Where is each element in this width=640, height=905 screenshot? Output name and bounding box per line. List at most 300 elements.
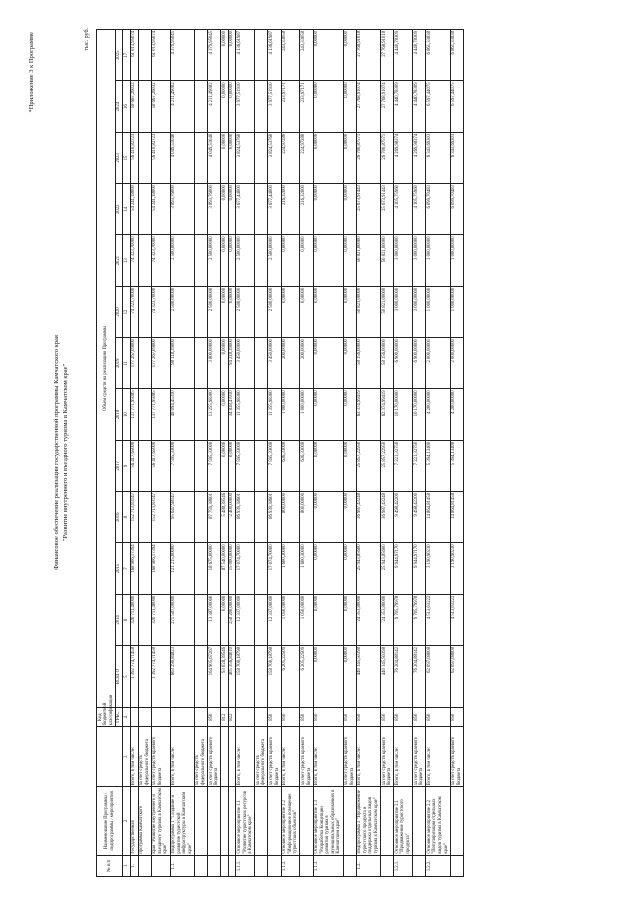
row-value: 4 440,78309 (394, 81, 413, 132)
row-number (268, 855, 281, 876)
row-value: 1 000,00000 (426, 286, 450, 337)
row-value: 216,32000 (300, 184, 313, 235)
row-value: 1 600,30000 (300, 543, 313, 594)
row-value: 94 318,39000 (228, 338, 236, 389)
row-value: 636,33000 (281, 440, 300, 491)
row-value: 50 821,00000 (356, 235, 380, 286)
column-index-cell: 9 (123, 440, 131, 491)
row-funding-source: Всего, в том числе: (281, 727, 300, 787)
row-value: 440 145,50398 (356, 646, 380, 708)
row-value: 0,00000 (221, 594, 229, 645)
row-value: 14 864,81458 (450, 492, 463, 543)
row-value: 5 394,13400 (426, 440, 450, 491)
row-value: 4 269,98374 (394, 132, 413, 183)
row-value: 6 900,00000 (413, 338, 426, 389)
table-row (130, 30, 138, 877)
row-value: 12 337,00000 (268, 594, 281, 645)
row-name: Основное мероприятие 1.3 "Разработка Концепции развития туризма в муниципальных образованиях в Камчатском крае" (313, 787, 343, 855)
row-funding-source: Всего, в том числе: (356, 727, 380, 787)
table-row (381, 30, 394, 877)
table-row (450, 30, 463, 877)
row-value: 0,00000 (281, 286, 300, 337)
row-grbs (170, 708, 194, 727)
row-value: 56 410,82723 (151, 132, 170, 183)
row-value: 0,00000 (343, 132, 356, 183)
row-funding-source: за счет средств федерального бюджета (138, 727, 151, 787)
row-value: 636,33000 (300, 440, 313, 491)
row-number (255, 855, 268, 876)
row-value: 164 905,67267 (208, 646, 221, 708)
row-value: 168 906,17394 (151, 543, 170, 594)
header-year: 2020 (115, 286, 123, 337)
row-value: 0,00000 (221, 184, 229, 235)
row-value: 9 498,42200 (413, 492, 426, 543)
row-name: края "Развитие внутреннего и въездного туризма в Камчатском крае" (152, 788, 169, 854)
row-value: 137 771,95085 (151, 389, 170, 440)
row-value (194, 543, 207, 594)
row-funding-source: Всего, в том числе: (313, 727, 343, 787)
row-value (138, 646, 151, 708)
row-value: 3 000,00000 (394, 286, 413, 337)
row-value: 61 013,95074 (151, 30, 170, 81)
row-value: 24 353,80000 (356, 594, 380, 645)
row-value: 800,00000 (300, 492, 313, 543)
column-index-cell: 14 (123, 184, 131, 235)
row-value: 74 323,70000 (151, 286, 170, 337)
row-value (255, 440, 268, 491)
row-value: 0,00000 (343, 440, 356, 491)
row-value: 0,00000 (343, 30, 356, 81)
row-value: 4 136,61987 (236, 30, 255, 81)
row-value: 152 713,83147 (130, 492, 138, 543)
column-index-cell: 8 (123, 492, 131, 543)
row-grbs (130, 708, 138, 727)
row-grbs: 850 (413, 708, 426, 727)
row-value (255, 184, 268, 235)
row-value: 9 705,79978 (413, 594, 426, 645)
row-name (194, 787, 207, 855)
row-value (194, 184, 207, 235)
row-value: 2 500,00000 (170, 286, 194, 337)
column-index-cell: 17 (123, 30, 131, 81)
row-value: 137 771,95085 (130, 389, 138, 440)
column-index-cell: 3 (123, 727, 131, 787)
column-index-cell: 7 (123, 543, 131, 594)
table-row (268, 30, 281, 877)
row-value: 11 355,98300 (236, 389, 255, 440)
row-value: 1 392 774,71458 (130, 646, 138, 708)
row-value (194, 440, 207, 491)
row-value: 177 267,09000 (130, 338, 138, 389)
row-value: 233,97171 (300, 81, 313, 132)
row-value: 152 713,83147 (151, 492, 170, 543)
row-grbs (255, 708, 268, 727)
row-value: 440 145,50398 (381, 646, 394, 708)
row-funding-source: Всего, в том числе: (394, 727, 413, 787)
row-value: 26 700,87571 (381, 132, 394, 183)
row-value: 27 768,91074 (381, 81, 394, 132)
title-line-2: "Развитие внутреннего и въездного туризма в Камчатском крае" (62, 363, 69, 542)
row-number (228, 855, 236, 876)
table-row (208, 30, 221, 877)
row-value: 25 857,22950 (356, 440, 380, 491)
row-value: 2 500,00000 (236, 235, 255, 286)
row-name (228, 787, 236, 855)
row-value: 5 488,39546 (221, 492, 229, 543)
row-value: 4 200,00000 (426, 389, 450, 440)
row-value: 0,00000 (343, 646, 356, 708)
unit-label: тыс. руб. (84, 28, 90, 51)
row-name: Государственная (130, 787, 138, 855)
row-value (138, 81, 151, 132)
row-value: 0,00000 (313, 492, 343, 543)
row-value: 4 440,78309 (413, 81, 426, 132)
row-value: 4 269,98374 (413, 132, 426, 183)
row-value (255, 286, 268, 337)
row-number: 1.1. (170, 855, 194, 876)
row-value: 4 513,03222 (450, 594, 463, 645)
row-value: 271 587,00000 (170, 594, 194, 645)
row-number (381, 855, 394, 876)
row-grbs: 850 (281, 708, 300, 727)
row-value: 36 987,43248 (356, 492, 380, 543)
header-year: 2017 (115, 440, 123, 491)
row-value: 4 379,95045 (170, 30, 194, 81)
row-grbs (151, 708, 170, 727)
row-value: 2 500,00000 (208, 286, 221, 337)
row-value: 6 597,44075 (450, 81, 463, 132)
row-value: 3 800,00000 (208, 338, 221, 389)
row-value: 3 190,90230 (450, 543, 463, 594)
row-value: 0,00000 (313, 338, 343, 389)
row-grbs: 822 (228, 708, 236, 727)
row-number (151, 855, 170, 876)
row-name (381, 787, 394, 855)
row-value: 0,00000 (313, 646, 343, 708)
row-value: 27 768,91074 (356, 81, 380, 132)
row-value: 25 943,85600 (381, 543, 394, 594)
row-value: 0,00000 (300, 286, 313, 337)
row-value: 13 387,00000 (208, 594, 221, 645)
row-value (138, 594, 151, 645)
row-value: 2 000,00000 (426, 338, 450, 389)
row-value: 86 939,38601 (236, 492, 255, 543)
row-name (208, 787, 221, 855)
row-value: 62 097,08008 (450, 646, 463, 708)
row-value (255, 81, 268, 132)
row-value: 6 099,70483 (450, 184, 463, 235)
row-value (138, 492, 151, 543)
row-funding-source (228, 727, 236, 787)
row-value: 2 500,00000 (236, 286, 255, 337)
row-value: 93 028,39546 (221, 646, 229, 708)
row-value: 58 156,00000 (356, 338, 380, 389)
row-value: 7 595,33000 (268, 440, 281, 491)
row-value (138, 132, 151, 183)
row-name (450, 787, 463, 855)
row-name: Основное мероприятие 1.2 "Информационное освещение туристских объектов" (281, 787, 300, 855)
row-value: 6 861,33838 (426, 30, 450, 81)
row-grbs: 850 (356, 708, 380, 727)
row-value: 74 323,70000 (151, 235, 170, 286)
header-total: ВСЕГО (115, 646, 123, 708)
row-value: 0,00000 (228, 81, 236, 132)
row-value: 4 105,75960 (413, 184, 426, 235)
column-index-cell: 4 (123, 708, 131, 727)
row-name (300, 787, 313, 855)
row-value: 76 204,88142 (413, 646, 426, 708)
column-index-cell: 16 (123, 81, 131, 132)
row-value: 0,00000 (343, 184, 356, 235)
row-number (413, 855, 426, 876)
row-funding-source: Всего, в том числе: (426, 727, 450, 787)
row-value: 7 595,33000 (170, 440, 194, 491)
row-value: 3 977,51910 (236, 81, 255, 132)
row-value (194, 646, 207, 708)
row-value: 3 450,00000 (268, 338, 281, 389)
row-value: 10 170,00000 (394, 389, 413, 440)
row-grbs: 850 (208, 708, 221, 727)
row-value: 62 374,99419 (356, 389, 380, 440)
row-value (138, 389, 151, 440)
table-row (170, 30, 194, 877)
row-value: 0,00000 (228, 286, 236, 337)
row-number: 1.1.1. (236, 855, 255, 876)
row-value: 54 241,18000 (151, 184, 170, 235)
row-value: 6 861,33838 (450, 30, 463, 81)
row-value: 2 400,00000 (228, 492, 236, 543)
row-value (194, 30, 207, 81)
row-value (255, 30, 268, 81)
table-row (300, 30, 313, 877)
row-value: 7 221,32750 (394, 440, 413, 491)
header-year: 2014 (115, 594, 123, 645)
row-number (343, 855, 356, 876)
row-value: 1 000,00000 (426, 235, 450, 286)
header-year: 2015 (115, 543, 123, 594)
table-row (281, 30, 300, 877)
column-index-cell: 5 (123, 646, 131, 708)
row-value (138, 440, 151, 491)
row-value: 0,00000 (313, 594, 343, 645)
header-year: 2019 (115, 338, 123, 389)
row-name: Основное мероприятие 1.1 "Развитие туристских ресурсов в Камчатском крае" (236, 787, 255, 855)
row-value: 3 190,90230 (426, 543, 450, 594)
row-value: 320 711,40000 (151, 594, 170, 645)
row-name (255, 787, 268, 855)
row-value: 0,00000 (281, 235, 300, 286)
row-value: 9 705,79978 (394, 594, 413, 645)
row-value: 11 355,98300 (268, 389, 281, 440)
row-grbs (236, 708, 255, 727)
row-value: 87 759,38601 (208, 492, 221, 543)
row-value (255, 646, 268, 708)
row-grbs: 850 (450, 708, 463, 727)
row-value: 12 337,00000 (236, 594, 255, 645)
row-value: 9 944,97170 (394, 543, 413, 594)
row-value: 76 204,88142 (394, 646, 413, 708)
row-funding-source: за счет средств краевого бюджета (151, 727, 170, 787)
row-value (138, 338, 151, 389)
row-name: Основное мероприятие 2.2 "Популяризация отдельных видов туризма в Камчатском крае" (426, 787, 450, 855)
row-value: 26 700,87571 (356, 132, 380, 183)
row-number (300, 855, 313, 876)
row-value: 4 105,75960 (394, 184, 413, 235)
row-number (221, 855, 229, 876)
row-value: 2 500,00000 (268, 286, 281, 337)
row-value: 663 290,84823 (170, 646, 194, 708)
row-value (194, 492, 207, 543)
row-value: 6 205,22509 (300, 646, 313, 708)
row-value: 50 821,00000 (356, 286, 380, 337)
row-value: 56 417,65000 (130, 440, 138, 491)
row-funding-source: за счет средств краевого бюджета (450, 727, 463, 787)
row-value: 200,00000 (281, 338, 300, 389)
row-value: 25 943,85600 (356, 543, 380, 594)
header-year: 2022 (115, 184, 123, 235)
row-value (194, 286, 207, 337)
row-value (194, 389, 207, 440)
row-value: 0,00000 (313, 30, 343, 81)
row-value: 87 540,00000 (221, 543, 229, 594)
row-value (255, 492, 268, 543)
row-value: 224,97280 (300, 132, 313, 183)
row-value: 0,00000 (313, 235, 343, 286)
header-grbs: ГРБС (115, 708, 123, 727)
row-value: 0,00000 (313, 543, 343, 594)
row-value: 177 267,09000 (151, 338, 170, 389)
row-value: 0,00000 (228, 184, 236, 235)
row-value: 17 074,70000 (236, 543, 255, 594)
column-index-row (123, 30, 131, 877)
row-number: 1.2.2. (426, 855, 450, 876)
row-value: 86 939,38601 (268, 492, 281, 543)
row-value (194, 594, 207, 645)
row-funding-source: за счет средств краевого бюджета (208, 727, 221, 787)
row-value: 3 977,51910 (268, 81, 281, 132)
table-row (194, 30, 207, 877)
row-funding-source: Всего, в том числе: (170, 727, 194, 787)
row-value: 10 170,00000 (413, 389, 426, 440)
row-value: 0,00000 (313, 286, 343, 337)
row-value: 0,00000 (300, 235, 313, 286)
table-row (426, 30, 450, 877)
appendix-note: *Приложение 3 к Программе (28, 32, 35, 113)
row-value: 4 513,03222 (426, 594, 450, 645)
row-funding-source: за счет средств краевого бюджета (343, 727, 356, 787)
funding-table (96, 29, 464, 877)
column-index-cell: 12 (123, 286, 131, 337)
row-value: 25 857,22950 (381, 440, 394, 491)
row-value: 3 677,44000 (268, 184, 281, 235)
row-value: 4 049,51040 (170, 132, 194, 183)
row-funding-source: за счет средств краевого бюджета (268, 727, 281, 787)
row-value: 4 211,49082 (208, 81, 221, 132)
row-value: 74 323,70000 (130, 235, 138, 286)
row-value (138, 184, 151, 235)
row-value: 58 667,26032 (130, 81, 138, 132)
row-value: 27 768,91018 (381, 30, 394, 81)
table-row (394, 30, 413, 877)
row-value: 1 050,00000 (300, 594, 313, 645)
row-value (194, 338, 207, 389)
row-grbs: 850 (394, 708, 413, 727)
row-value (255, 389, 268, 440)
title-line-1: Финансовое обеспечение реализации государственной программы Камчатского края (53, 335, 60, 570)
header-year: 2024 (115, 81, 123, 132)
row-value: 0,00000 (221, 286, 229, 337)
row-value (255, 543, 268, 594)
table-row (343, 30, 356, 877)
row-value: 3 893,76000 (208, 184, 221, 235)
row-value: 200,00000 (300, 338, 313, 389)
row-value: 25 673,91443 (356, 184, 380, 235)
row-value: 1 000,00000 (281, 389, 300, 440)
header-year: 2025 (115, 30, 123, 81)
row-value: 0,00000 (228, 30, 236, 81)
table-row (255, 30, 268, 877)
row-value: 13 255,98300 (208, 389, 221, 440)
row-value: 54 241,18000 (130, 184, 138, 235)
row-value: 0,00000 (228, 132, 236, 183)
row-value: 17 074,70000 (268, 543, 281, 594)
header-year: 2021 (115, 235, 123, 286)
row-value: 0,00000 (221, 81, 229, 132)
row-value: 0,00000 (343, 389, 356, 440)
row-name: Основное мероприятие 2.1 "Продвижение туристского продукта" (394, 787, 413, 855)
row-grbs: 850 (426, 708, 450, 727)
row-value: 58 667,26032 (151, 81, 170, 132)
row-value: 58 156,00000 (381, 338, 394, 389)
row-value: 4 440,78309 (394, 30, 413, 81)
header-name: Наименование Программы / подпрограммы / мероприятия (97, 787, 123, 855)
row-value: 74 323,70000 (130, 286, 138, 337)
row-value: 0,00000 (221, 440, 229, 491)
row-value: 1 000,00000 (450, 286, 463, 337)
row-value (255, 235, 268, 286)
row-value: 4 211,49082 (170, 81, 194, 132)
row-value: 34 838,47010 (228, 389, 236, 440)
row-name (268, 787, 281, 855)
row-value (255, 594, 268, 645)
row-name (221, 787, 229, 855)
row-value: 6 597,44075 (426, 81, 450, 132)
row-value: 4 136,61987 (268, 30, 281, 81)
row-value: 6 900,00000 (394, 338, 413, 389)
row-value: 233,97171 (281, 81, 300, 132)
row-value: 4 049,51040 (208, 132, 221, 183)
row-grbs (138, 708, 151, 727)
row-value: 0,00000 (221, 132, 229, 183)
row-value: 3 677,44000 (236, 184, 255, 235)
row-value (255, 338, 268, 389)
row-value: 6 343,69303 (426, 132, 450, 183)
row-value: 2 500,00000 (170, 235, 194, 286)
header-num: № п/п (97, 855, 123, 876)
row-value: 36 987,43248 (381, 492, 394, 543)
row-value: 50 821,00000 (381, 286, 394, 337)
row-value: 1 000,00000 (300, 389, 313, 440)
row-grbs: 850 (300, 708, 313, 727)
row-value: 320 711,40000 (130, 594, 138, 645)
row-value: 4 379,95045 (208, 30, 221, 81)
row-number: 1. (130, 855, 138, 876)
row-value: 56 417,65000 (151, 440, 170, 491)
row-number: 1.1.3. (313, 855, 343, 876)
column-index-cell: 2 (123, 787, 131, 855)
row-value: 3 000,00000 (394, 235, 413, 286)
row-value: 48 094,45310 (170, 389, 194, 440)
